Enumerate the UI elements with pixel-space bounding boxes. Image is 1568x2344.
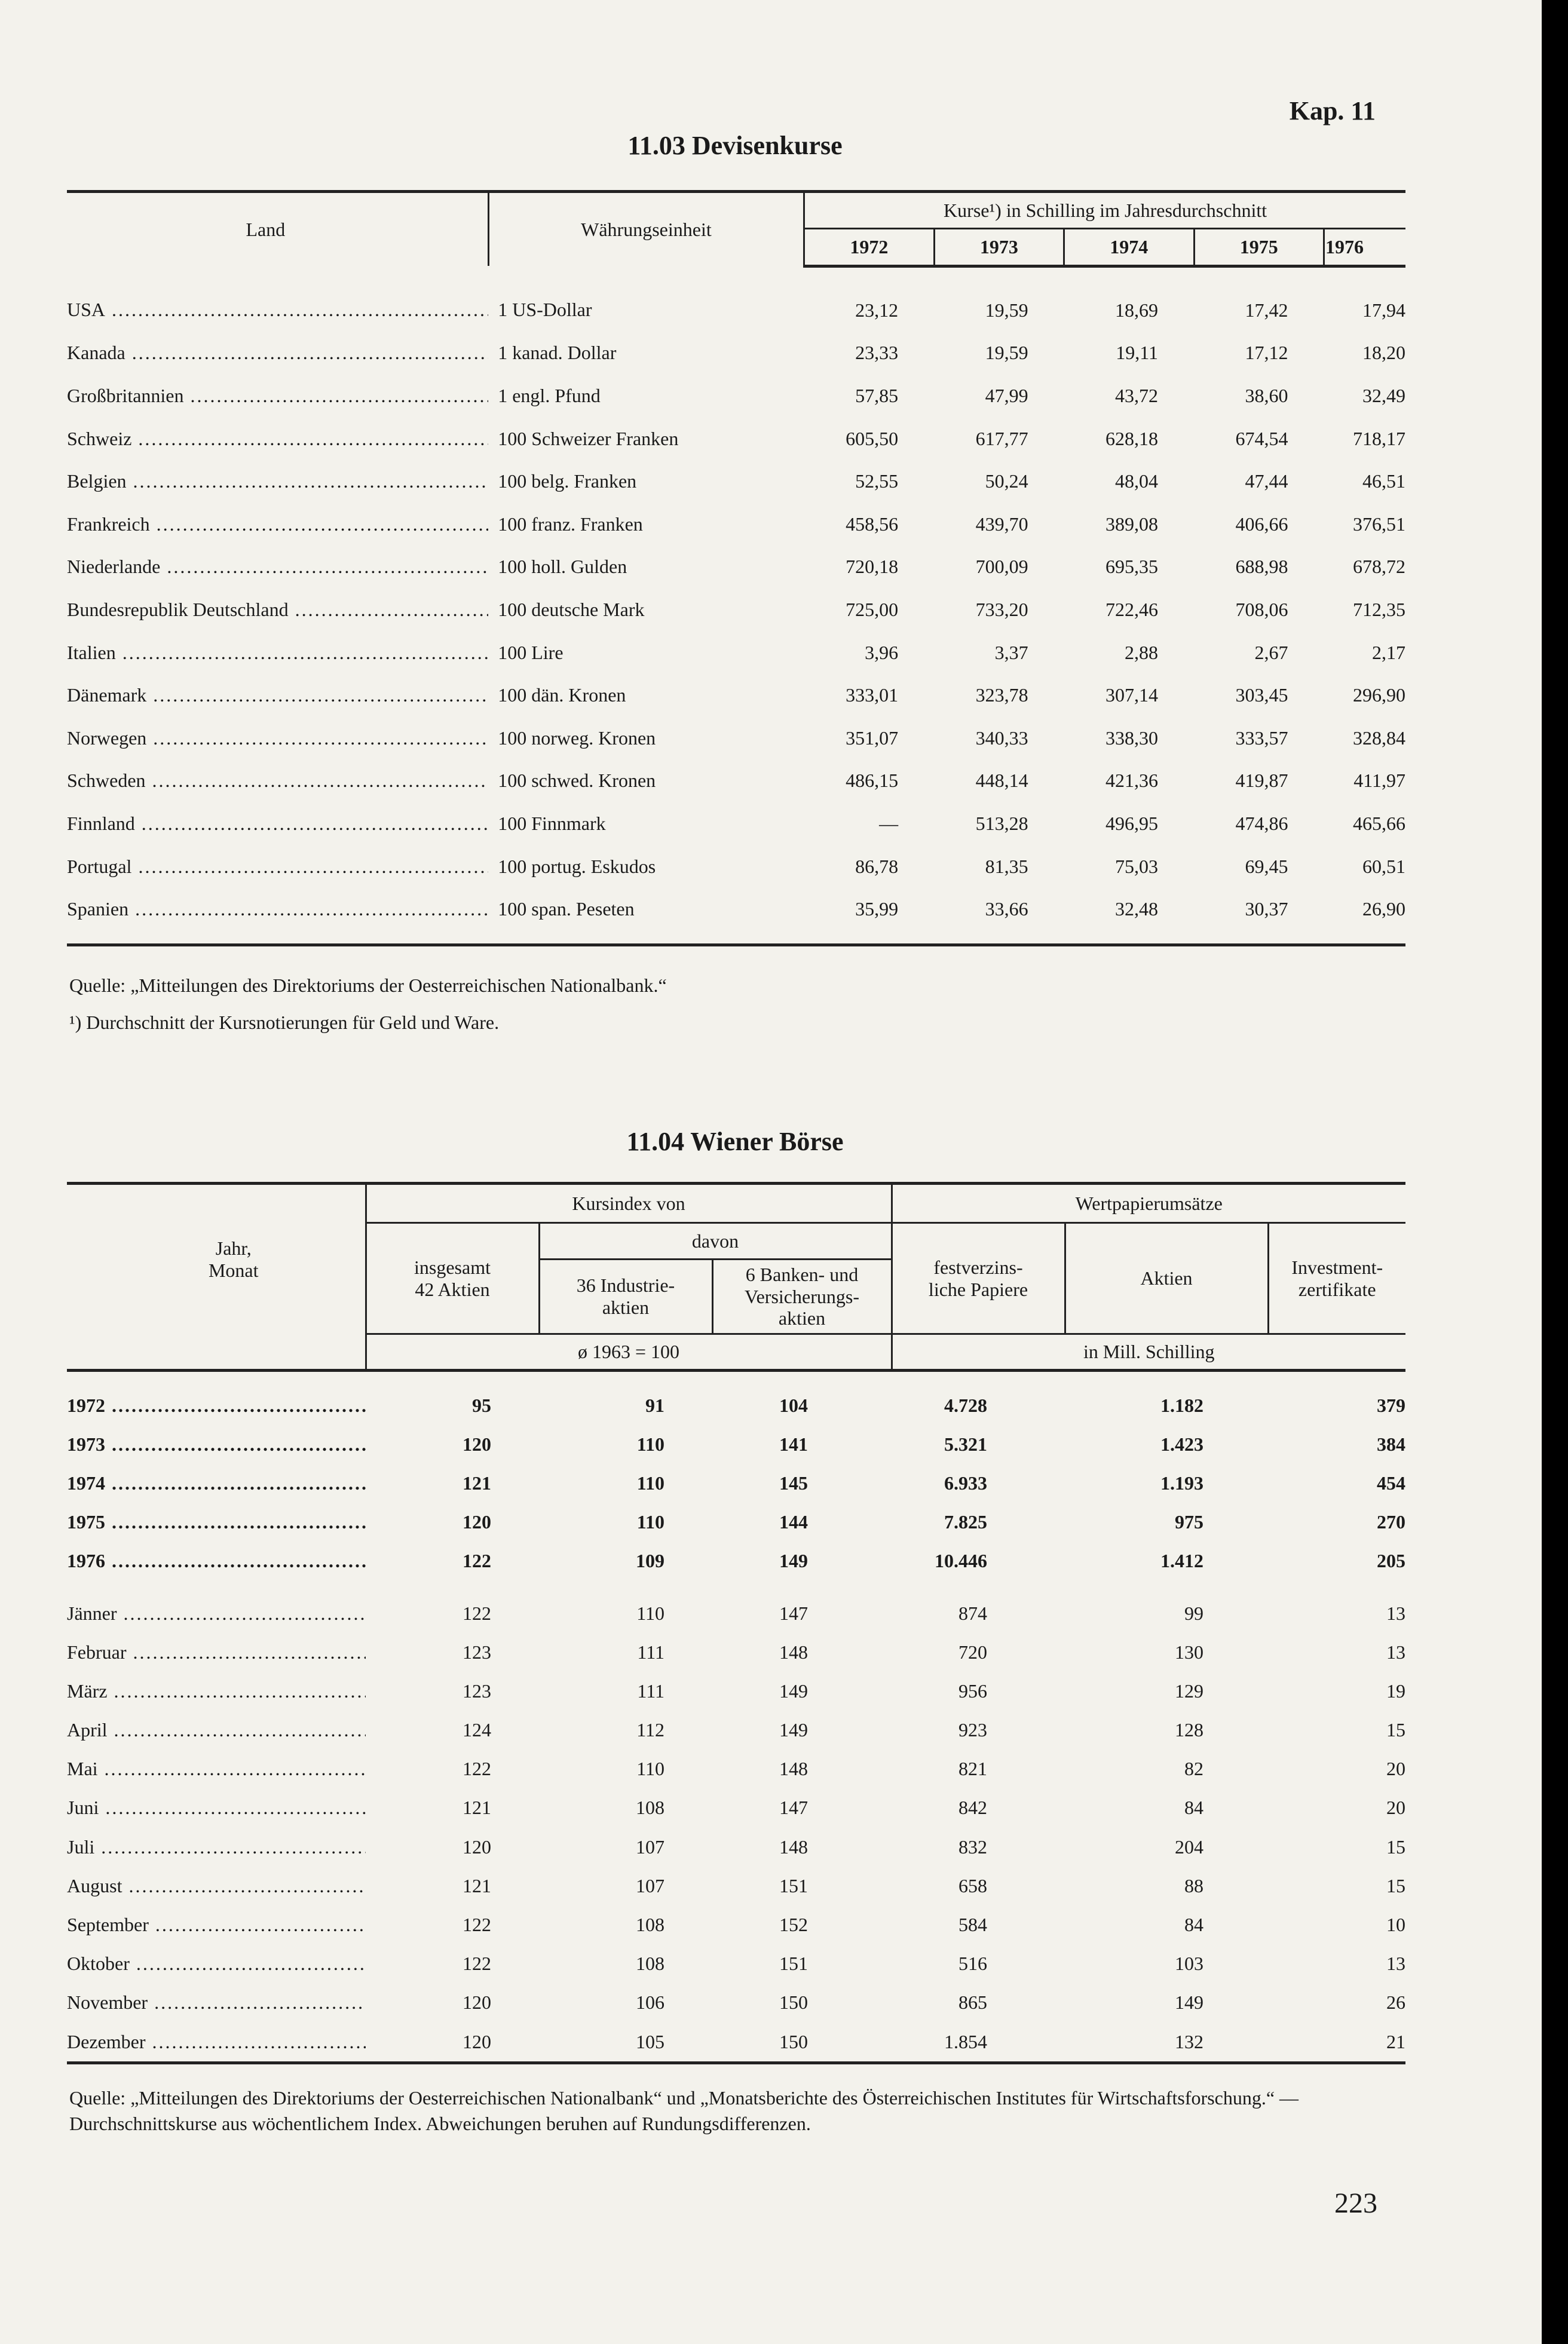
- table-row: [67, 1867, 1405, 1905]
- value-cell: 6.933: [944, 1472, 987, 1494]
- country-cell: USA .....: [67, 266, 488, 332]
- country-cell: Schweden .....: [67, 759, 488, 802]
- exchange-rates-table: [67, 190, 1405, 946]
- rate-cell: 674,54: [1235, 427, 1288, 449]
- value-cell: 149: [1175, 1991, 1203, 2014]
- value-cell: 108: [636, 1797, 664, 1819]
- period-cell: 1974 .....: [67, 1464, 366, 1503]
- rate-cell: 465,66: [1353, 812, 1405, 834]
- table2-title: 11.04 Wiener Börse: [626, 1127, 844, 1156]
- value-cell: 13: [1386, 1641, 1405, 1663]
- table-row: [67, 1464, 1405, 1503]
- unit-index: ø 1963 = 100: [366, 1334, 892, 1371]
- country-cell: Kanada .....: [67, 332, 488, 375]
- rate-cell: 2,17: [1372, 641, 1405, 663]
- country-cell: Belgien .....: [67, 460, 488, 503]
- value-cell: 865: [958, 1991, 987, 2014]
- rate-cell: 406,66: [1235, 513, 1288, 535]
- currency-cell: 100 dän. Kronen: [498, 684, 626, 706]
- value-cell: 20: [1386, 1797, 1405, 1819]
- value-cell: 658: [958, 1874, 987, 1896]
- value-cell: 842: [958, 1797, 987, 1819]
- rate-cell: 307,14: [1105, 684, 1159, 706]
- rate-cell: 411,97: [1353, 770, 1405, 792]
- value-cell: 1.182: [1160, 1394, 1203, 1416]
- value-cell: 150: [779, 1991, 808, 2014]
- value-cell: 874: [958, 1602, 987, 1624]
- currency-cell: 100 deutsche Mark: [498, 598, 645, 620]
- period-cell: Februar .....: [67, 1633, 366, 1672]
- rate-cell: 718,17: [1353, 427, 1405, 449]
- rate-cell: 419,87: [1235, 770, 1288, 792]
- value-cell: 7.825: [944, 1511, 987, 1533]
- currency-cell: 100 belg. Franken: [498, 470, 637, 492]
- period-cell: April .....: [67, 1711, 366, 1749]
- value-cell: 112: [636, 1719, 664, 1741]
- table-row: [67, 1580, 1405, 1632]
- value-cell: 13: [1386, 1953, 1405, 1975]
- header-industrie: 36 Industrie- aktien: [539, 1260, 712, 1334]
- value-cell: 121: [463, 1874, 491, 1896]
- value-cell: 152: [779, 1914, 808, 1936]
- value-cell: 10: [1386, 1914, 1405, 1936]
- value-cell: 923: [958, 1719, 987, 1741]
- rate-cell: 35,99: [804, 888, 934, 945]
- value-cell: 99: [1184, 1602, 1203, 1624]
- value-cell: 584: [958, 1914, 987, 1936]
- value-cell: 120: [463, 1836, 491, 1858]
- table-row: [67, 1905, 1405, 1944]
- value-cell: 104: [779, 1394, 808, 1416]
- value-cell: 128: [1175, 1719, 1203, 1741]
- value-cell: 21: [1268, 2023, 1405, 2063]
- period-cell: August .....: [67, 1867, 366, 1905]
- table2-source: Quelle: „Mitteilungen des Direktoriums der Oesterreichischen Nationalbank“ und „Monatsberichte des Österreichischen Institutes für Wirtschaftsforschung.“ — Durchschnittskurse aus wöchentlichem Index. Abweichungen beruhen auf Rundungsdifferenzen.: [69, 2087, 1299, 2135]
- rate-cell: 38,60: [1245, 384, 1288, 406]
- period-cell: Oktober .....: [67, 1944, 366, 1983]
- rate-cell: 33,66: [934, 888, 1064, 945]
- table-row: [67, 2023, 1405, 2063]
- rate-cell: —: [879, 812, 899, 834]
- rate-cell: 2,88: [1125, 641, 1159, 663]
- rate-cell: 351,07: [846, 727, 899, 749]
- header-year: 1974: [1064, 229, 1194, 266]
- value-cell: 19: [1386, 1680, 1405, 1702]
- value-cell: 110: [636, 1472, 664, 1494]
- rate-cell: 733,20: [975, 598, 1028, 620]
- value-cell: 151: [779, 1953, 808, 1975]
- value-cell: 20: [1386, 1758, 1405, 1780]
- exchange-rates-body: [67, 266, 1405, 945]
- value-cell: 144: [779, 1511, 808, 1533]
- table-row: [67, 502, 1405, 546]
- value-cell: 122: [463, 1758, 491, 1780]
- table-row: [67, 1749, 1405, 1788]
- value-cell: 124: [463, 1719, 491, 1741]
- country-cell: Dänemark .....: [67, 674, 488, 717]
- rate-cell: 17,12: [1245, 342, 1288, 364]
- rate-cell: 678,72: [1353, 556, 1405, 578]
- header-land: Land: [67, 192, 488, 266]
- rate-cell: 30,37: [1194, 888, 1324, 945]
- header-year: 1975: [1194, 229, 1324, 266]
- rate-cell: 486,15: [846, 770, 899, 792]
- value-cell: 122: [463, 1914, 491, 1936]
- rate-cell: 333,57: [1235, 727, 1288, 749]
- currency-cell: 1 US-Dollar: [498, 298, 592, 320]
- value-cell: 105: [539, 2023, 712, 2063]
- value-cell: 129: [1175, 1680, 1203, 1702]
- value-cell: 454: [1377, 1472, 1405, 1494]
- table-row: [67, 759, 1405, 802]
- rate-cell: 3,96: [865, 641, 899, 663]
- rate-cell: 19,11: [1116, 342, 1159, 364]
- table-row: [67, 1711, 1405, 1749]
- value-cell: 147: [779, 1602, 808, 1624]
- period-cell: Juni .....: [67, 1788, 366, 1827]
- unit-umsatz: in Mill. Schilling: [892, 1334, 1405, 1371]
- header-year: 1976: [1324, 229, 1405, 266]
- value-cell: 91: [645, 1394, 664, 1416]
- rate-cell: 712,35: [1353, 598, 1405, 620]
- table-row: [67, 1503, 1405, 1542]
- rate-cell: 57,85: [855, 384, 899, 406]
- value-cell: 123: [463, 1641, 491, 1663]
- rate-cell: 389,08: [1105, 513, 1159, 535]
- period-cell: 1973 .....: [67, 1425, 366, 1464]
- rate-cell: 47,99: [985, 384, 1028, 406]
- value-cell: 148: [779, 1758, 808, 1780]
- value-cell: 516: [958, 1953, 987, 1975]
- period-cell: November .....: [67, 1983, 366, 2022]
- country-cell: Frankreich .....: [67, 502, 488, 546]
- rate-cell: 628,18: [1105, 427, 1159, 449]
- rate-cell: 323,78: [975, 684, 1028, 706]
- rate-cell: 23,12: [855, 299, 899, 321]
- rate-cell: 333,01: [846, 684, 899, 706]
- value-cell: 148: [779, 1641, 808, 1663]
- rate-cell: 26,90: [1324, 888, 1405, 945]
- rate-cell: 48,04: [1115, 470, 1159, 492]
- table-row: [67, 888, 1405, 945]
- rate-cell: 18,69: [1115, 299, 1159, 321]
- table-row: [67, 674, 1405, 717]
- header-banken: 6 Banken- und Versicherungs- aktien: [712, 1260, 892, 1334]
- value-cell: 107: [636, 1874, 664, 1896]
- country-cell: Italien .....: [67, 631, 488, 674]
- rate-cell: 86,78: [855, 855, 899, 877]
- value-cell: 1.423: [1160, 1433, 1203, 1455]
- table-row: [67, 589, 1405, 632]
- value-cell: 84: [1184, 1914, 1203, 1936]
- period-cell: September .....: [67, 1905, 366, 1944]
- rate-cell: 617,77: [975, 427, 1028, 449]
- table-row: [67, 332, 1405, 375]
- rate-cell: 338,30: [1105, 727, 1159, 749]
- header-kurse: Kurse¹) in Schilling im Jahresdurchschnitt: [804, 192, 1405, 229]
- country-cell: Großbritannien .....: [67, 375, 488, 418]
- rate-cell: 17,94: [1362, 299, 1405, 321]
- rate-cell: 328,84: [1353, 727, 1405, 749]
- value-cell: 821: [958, 1758, 987, 1780]
- value-cell: 10.446: [935, 1550, 987, 1572]
- rate-cell: 52,55: [855, 470, 899, 492]
- table-row: [67, 845, 1405, 888]
- currency-cell: 100 Lire: [498, 641, 564, 663]
- rate-cell: 458,56: [846, 513, 899, 535]
- value-cell: 120: [463, 1991, 491, 2014]
- table-row: [67, 1425, 1405, 1464]
- value-cell: 204: [1175, 1836, 1203, 1858]
- value-cell: 832: [958, 1836, 987, 1858]
- country-cell: Finnland .....: [67, 802, 488, 845]
- value-cell: 120: [463, 1511, 491, 1533]
- chapter-label: Kap. 11: [1289, 96, 1376, 125]
- rate-cell: 60,51: [1362, 855, 1405, 877]
- header-year: 1973: [934, 229, 1064, 266]
- value-cell: 132: [1065, 2023, 1268, 2063]
- value-cell: 110: [636, 1433, 664, 1455]
- table-row: [67, 417, 1405, 460]
- currency-cell: 100 Schweizer Franken: [498, 427, 679, 449]
- value-cell: 384: [1377, 1433, 1405, 1455]
- currency-cell: 1 engl. Pfund: [498, 384, 601, 406]
- value-cell: 379: [1377, 1394, 1405, 1416]
- value-cell: 956: [958, 1680, 987, 1702]
- rate-cell: 296,90: [1353, 684, 1405, 706]
- period-cell: 1976 .....: [67, 1542, 366, 1580]
- rate-cell: 448,14: [975, 770, 1028, 792]
- value-cell: 149: [779, 1680, 808, 1702]
- rate-cell: 376,51: [1353, 513, 1405, 535]
- value-cell: 120: [463, 1433, 491, 1455]
- rate-cell: 496,95: [1105, 812, 1159, 834]
- rate-cell: 32,49: [1362, 384, 1405, 406]
- value-cell: 1.193: [1160, 1472, 1203, 1494]
- rate-cell: 75,03: [1115, 855, 1159, 877]
- currency-cell: 100 portug. Eskudos: [498, 855, 656, 877]
- header-kursindex: Kursindex von: [366, 1184, 892, 1223]
- rate-cell: 43,72: [1115, 384, 1159, 406]
- header-invest: Investment- zertifikate: [1268, 1223, 1405, 1334]
- rate-cell: 50,24: [985, 470, 1028, 492]
- rate-cell: 23,33: [855, 342, 899, 364]
- page-number: 223: [1334, 2187, 1377, 2219]
- table1-title: 11.03 Devisenkurse: [627, 131, 843, 160]
- rate-cell: 439,70: [975, 513, 1028, 535]
- value-cell: 720: [958, 1641, 987, 1663]
- table-row: [67, 375, 1405, 418]
- country-cell: Niederlande .....: [67, 546, 488, 589]
- value-cell: 15: [1386, 1836, 1405, 1858]
- value-cell: 108: [636, 1914, 664, 1936]
- value-cell: 149: [779, 1550, 808, 1572]
- currency-cell: 100 span. Peseten: [488, 888, 804, 945]
- period-cell: März .....: [67, 1672, 366, 1711]
- header-umsaetze: Wertpapierumsätze: [892, 1184, 1405, 1223]
- stock-exchange-body: [67, 1370, 1405, 2063]
- currency-cell: 100 franz. Franken: [498, 513, 643, 535]
- period-cell: Dezember .....: [67, 2023, 366, 2063]
- currency-cell: 100 holl. Gulden: [498, 556, 627, 578]
- value-cell: 120: [366, 2023, 539, 2063]
- value-cell: 123: [463, 1680, 491, 1702]
- rate-cell: 47,44: [1245, 470, 1288, 492]
- rate-cell: 725,00: [846, 598, 899, 620]
- value-cell: 270: [1377, 1511, 1405, 1533]
- table-row: [67, 546, 1405, 589]
- value-cell: 95: [472, 1394, 491, 1416]
- stock-exchange-table: [67, 1182, 1405, 2064]
- value-cell: 151: [779, 1874, 808, 1896]
- rate-cell: 19,59: [985, 299, 1028, 321]
- header-insgesamt: insgesamt 42 Aktien: [366, 1223, 539, 1334]
- rate-cell: 688,98: [1235, 556, 1288, 578]
- value-cell: 975: [1175, 1511, 1203, 1533]
- period-cell: 1972 .....: [67, 1370, 366, 1425]
- table-row: [67, 1983, 1405, 2022]
- value-cell: 141: [779, 1433, 808, 1455]
- value-cell: 84: [1184, 1797, 1203, 1819]
- value-cell: 121: [463, 1472, 491, 1494]
- value-cell: 15: [1386, 1874, 1405, 1896]
- value-cell: 110: [636, 1602, 664, 1624]
- table-row: [67, 1633, 1405, 1672]
- table-row: [67, 1828, 1405, 1867]
- value-cell: 15: [1386, 1719, 1405, 1741]
- value-cell: 205: [1377, 1550, 1405, 1572]
- rate-cell: 3,37: [994, 641, 1028, 663]
- table-row: [67, 802, 1405, 845]
- value-cell: 82: [1184, 1758, 1203, 1780]
- country-cell: Spanien .....: [67, 888, 488, 945]
- table-row: [67, 1944, 1405, 1983]
- value-cell: 103: [1175, 1953, 1203, 1975]
- value-cell: 110: [636, 1758, 664, 1780]
- country-cell: Bundesrepublik Deutschland .....: [67, 589, 488, 632]
- rate-cell: 18,20: [1362, 342, 1405, 364]
- rate-cell: 303,45: [1235, 684, 1288, 706]
- value-cell: 147: [779, 1797, 808, 1819]
- rate-cell: 46,51: [1362, 470, 1405, 492]
- rate-cell: 722,46: [1105, 598, 1159, 620]
- rate-cell: 513,28: [975, 812, 1028, 834]
- rate-cell: 605,50: [846, 427, 899, 449]
- value-cell: 1.412: [1160, 1550, 1203, 1572]
- header-jahr: Jahr, Monat: [67, 1184, 366, 1334]
- value-cell: 1.854: [892, 2023, 1065, 2063]
- currency-cell: 100 Finnmark: [498, 812, 606, 834]
- rate-cell: 700,09: [975, 556, 1028, 578]
- header-festverz: festverzins- liche Papiere: [892, 1223, 1065, 1334]
- value-cell: 145: [779, 1472, 808, 1494]
- currency-cell: 100 norweg. Kronen: [498, 727, 656, 749]
- rate-cell: 340,33: [975, 727, 1028, 749]
- rate-cell: 421,36: [1105, 770, 1159, 792]
- value-cell: 130: [1175, 1641, 1203, 1663]
- rate-cell: 19,59: [985, 342, 1028, 364]
- table-row: [67, 460, 1405, 503]
- value-cell: 122: [463, 1602, 491, 1624]
- value-cell: 13: [1386, 1602, 1405, 1624]
- table-row: [67, 1672, 1405, 1711]
- rate-cell: 720,18: [846, 556, 899, 578]
- rate-cell: 2,67: [1254, 641, 1288, 663]
- period-cell: Jänner .....: [67, 1580, 366, 1632]
- value-cell: 111: [637, 1641, 664, 1663]
- currency-cell: 1 kanad. Dollar: [498, 342, 617, 364]
- value-cell: 111: [637, 1680, 664, 1702]
- rate-cell: 17,42: [1245, 299, 1288, 321]
- rate-cell: 81,35: [985, 855, 1028, 877]
- table-row: [67, 716, 1405, 759]
- rate-cell: 69,45: [1245, 855, 1288, 877]
- table-row: [67, 1370, 1405, 1425]
- country-cell: Portugal .....: [67, 845, 488, 888]
- value-cell: 4.728: [944, 1394, 987, 1416]
- value-cell: 106: [636, 1991, 664, 2014]
- value-cell: 109: [636, 1550, 664, 1572]
- value-cell: 150: [712, 2023, 892, 2063]
- table-row: [67, 266, 1405, 332]
- rate-cell: 708,06: [1235, 598, 1288, 620]
- rate-cell: 695,35: [1105, 556, 1159, 578]
- header-year: 1972: [804, 229, 934, 266]
- header-davon: davon: [539, 1223, 892, 1260]
- table-row: [67, 1788, 1405, 1827]
- country-cell: Schweiz .....: [67, 417, 488, 460]
- value-cell: 122: [463, 1550, 491, 1572]
- value-cell: 148: [779, 1836, 808, 1858]
- value-cell: 122: [463, 1953, 491, 1975]
- value-cell: 107: [636, 1836, 664, 1858]
- period-cell: Mai .....: [67, 1749, 366, 1788]
- header-waehrung: Währungseinheit: [488, 192, 804, 266]
- value-cell: 5.321: [944, 1433, 987, 1455]
- table1-source: Quelle: „Mitteilungen des Direktoriums der Oesterreichischen Nationalbank.“: [69, 975, 667, 996]
- table-row: [67, 631, 1405, 674]
- rate-cell: 474,86: [1235, 812, 1288, 834]
- value-cell: 110: [636, 1511, 664, 1533]
- rate-cell: 32,48: [1064, 888, 1194, 945]
- value-cell: 88: [1184, 1874, 1203, 1896]
- country-cell: Norwegen .....: [67, 716, 488, 759]
- table-row: [67, 1542, 1405, 1580]
- value-cell: 149: [779, 1719, 808, 1741]
- header-aktien: Aktien: [1065, 1223, 1268, 1334]
- table1-footnote: ¹) Durchschnitt der Kursnotierungen für Geld und Ware.: [69, 1012, 500, 1033]
- currency-cell: 100 schwed. Kronen: [498, 770, 656, 792]
- period-cell: Juli .....: [67, 1828, 366, 1867]
- value-cell: 108: [636, 1953, 664, 1975]
- period-cell: 1975 .....: [67, 1503, 366, 1542]
- value-cell: 121: [463, 1797, 491, 1819]
- value-cell: 26: [1386, 1991, 1405, 2014]
